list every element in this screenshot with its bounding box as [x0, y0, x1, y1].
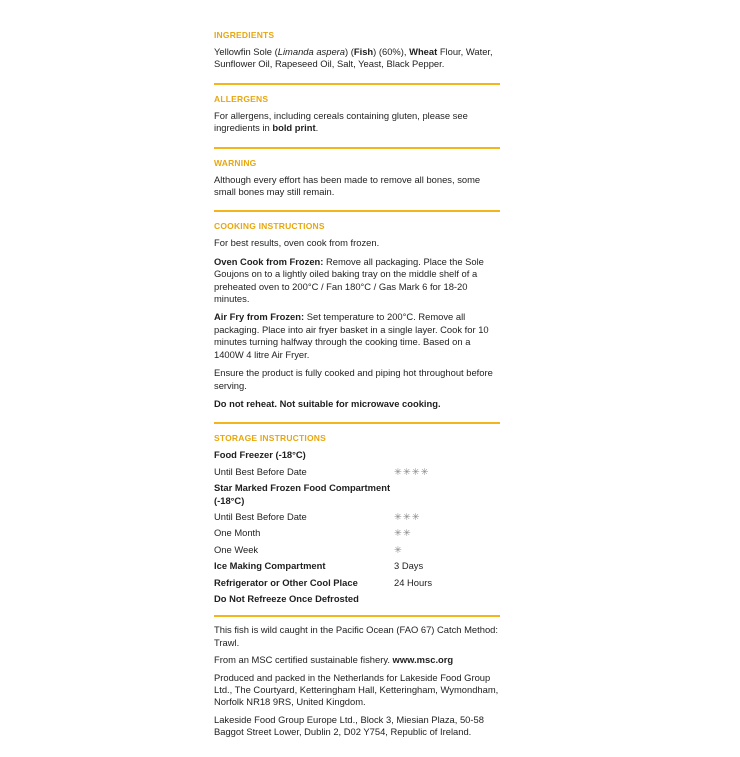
storage-row	[214, 593, 500, 609]
storage-table	[214, 466, 500, 610]
allergen-wheat: Wheat	[409, 46, 438, 57]
allergens-text	[214, 110, 500, 135]
storage-row	[214, 511, 500, 527]
producer-address: Produced and packed in the Netherlands for Lakeside Food Group Ltd., The Courtyard, Ketteringham Hall, Ketteringham, Wymondham, Norfolk NR18 9RS, United Kingdom.	[214, 671, 499, 708]
storage-row	[214, 560, 500, 576]
cooking-heading: COOKING INSTRUCTIONS	[214, 221, 325, 232]
ingredients-part: Yellowfin Sole (	[214, 46, 278, 57]
ingredients-text	[214, 46, 500, 71]
air-fry-text: Set temperature to 200°C. Remove all packaging. Place into air fryer basket in a single layer. Cook for 10 minutes turning halfway through the cooking time. Based on a 1400W 4 litre Air Fryer.	[214, 311, 489, 360]
storage-row-value: ✳✳✳✳	[394, 465, 430, 477]
warning-section	[214, 156, 500, 213]
no-reheat-text: Do not reheat. Not suitable for microwave cooking.	[214, 397, 441, 409]
storage-row-label: One Month	[214, 527, 261, 539]
cooking-intro: For best results, oven cook from frozen.	[214, 237, 380, 249]
storage-row-label: Do Not Refreeze Once Defrosted	[214, 592, 359, 604]
storage-row	[214, 544, 500, 560]
storage-row	[214, 482, 500, 511]
air-fry-label: Air Fry from Frozen:	[214, 311, 305, 323]
storage-row-label: Until Best Before Date	[214, 465, 307, 477]
storage-row-label: Refrigerator or Other Cool Place	[214, 576, 358, 588]
warning-text: Although every effort has been made to remove all bones, some small bones may still remain.	[214, 173, 481, 198]
allergens-end: .	[315, 122, 319, 134]
storage-row-value	[394, 593, 500, 609]
allergen-fish: Fish	[353, 46, 374, 57]
storage-row-label: Ice Making Compartment	[214, 560, 326, 572]
storage-row-value: ✳✳✳	[394, 510, 421, 522]
storage-row-label: Star Marked Frozen Food Compartment (-18°C)	[214, 482, 391, 506]
storage-row-value: 24 Hours	[394, 576, 433, 588]
allergens-heading: ALLERGENS	[214, 93, 269, 104]
no-reheat-warning	[214, 398, 500, 410]
air-fry-instructions	[214, 311, 500, 361]
ingredients-part: Flour, Water, Sunflower Oil, Rapeseed Oil, Salt, Yeast, Black Pepper.	[214, 46, 493, 70]
europe-address: Lakeside Food Group Europe Ltd., Block 3, Miesian Plaza, 50-58 Baggot Street Lower, Dublin 2, D02 Y754, Republic of Ireland.	[214, 713, 484, 738]
food-freezer-text: Food Freezer (-18°C)	[214, 449, 306, 461]
storage-row	[214, 466, 500, 482]
storage-row-value	[394, 482, 500, 511]
oven-label: Oven Cook from Frozen:	[214, 255, 324, 267]
storage-row-value: ✳✳	[394, 527, 412, 539]
allergens-section	[214, 92, 500, 149]
ingredients-section	[214, 28, 500, 85]
ingredients-heading: INGREDIENTS	[214, 30, 275, 40]
ensure-cooked: Ensure the product is fully cooked and piping hot throughout before serving.	[214, 367, 493, 391]
catch-info: This fish is wild caught in the Pacific Ocean (FAO 67) Catch Method: Trawl.	[214, 624, 498, 648]
oven-instructions	[214, 256, 500, 306]
storage-row-value: ✳	[394, 543, 403, 555]
cooking-section	[214, 219, 500, 424]
storage-row	[214, 577, 500, 593]
ingredients-part: ) (	[345, 46, 354, 57]
origin-section	[214, 624, 500, 749]
storage-row	[214, 527, 500, 543]
warning-heading: WARNING	[214, 157, 257, 168]
food-freezer-label	[214, 449, 500, 461]
msc-text: From an MSC certified sustainable fishery.	[214, 654, 393, 666]
msc-info	[214, 654, 500, 666]
msc-link[interactable]: www.msc.org	[392, 654, 454, 666]
storage-heading: STORAGE INSTRUCTIONS	[214, 433, 326, 444]
storage-row-label: Until Best Before Date	[214, 510, 307, 522]
product-label-panel	[214, 28, 500, 757]
storage-row-value: 3 Days	[394, 560, 424, 572]
bold-print: bold print	[272, 122, 316, 134]
latin-name: Limanda aspera	[277, 46, 345, 57]
oven-text: Remove all packaging. Place the Sole Goujons on to a lightly oiled baking tray on the middle shelf of a preheated oven to 200°C / Fan 180°C / Gas Mark 6 for 18-20 minutes.	[214, 255, 484, 305]
storage-row-label: One Week	[214, 543, 259, 555]
storage-section	[214, 431, 500, 617]
allergens-body: For allergens, including cereals containing gluten, please see ingredients in	[214, 109, 468, 134]
ingredients-part: ) (60%),	[373, 46, 410, 57]
